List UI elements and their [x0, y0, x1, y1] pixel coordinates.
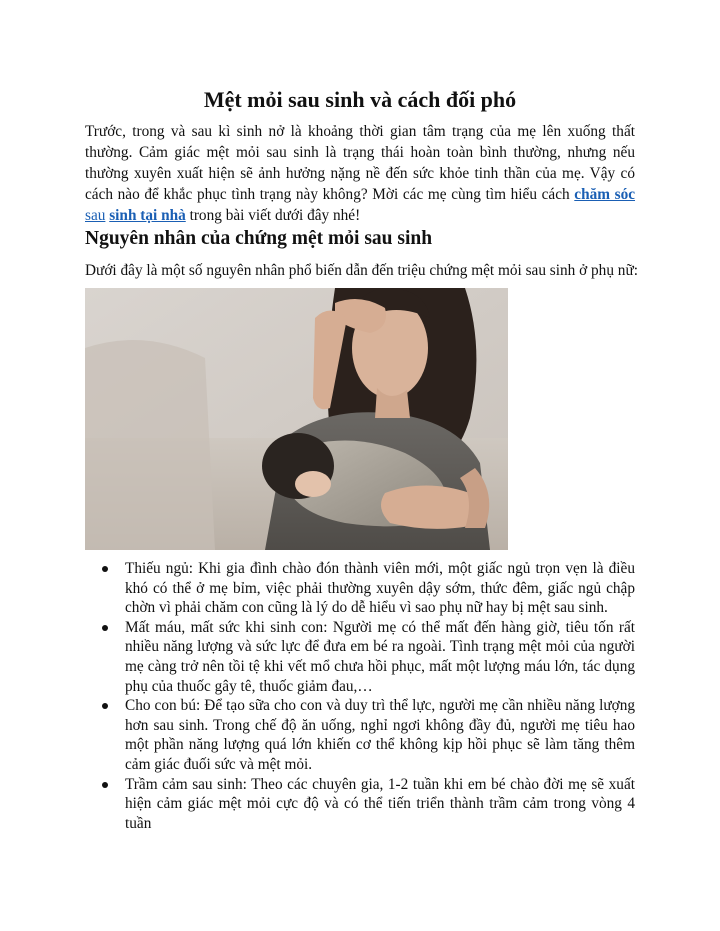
- list-item-text: Thiếu ngủ: Khi gia đình chào đón thành viên mới, một giấc ngủ trọn vẹn là điều khó có thể ở mẹ bỉm, việc phải thường xuyên dậy sớm, thức đêm, giấc ngủ chập chờn vì phải chăm con cũng là lý do dễ hiểu vì sao phụ nữ hay bị mệt sau sinh.: [125, 560, 635, 617]
- mother-baby-photo: [85, 288, 508, 550]
- page-title: Mệt mỏi sau sinh và cách đối phó: [203, 87, 517, 112]
- causes-list: [102, 559, 635, 833]
- list-item-text: Cho con bú: Để tạo sữa cho con và duy trì thể lực, người mẹ cần nhiều năng lượng hơn sau sinh. Trong chế độ ăn uống, nghỉ ngơi không đầy đủ, người mẹ tiêu hao một phần năng lượng quá lớn khiến cơ thể không kịp hồi phục sẽ làm tăng thêm cảm giác đuối sức và mệt mỏi.: [125, 697, 635, 773]
- section-heading: Nguyên nhân của chứng mệt mỏi sau sinh: [85, 228, 433, 249]
- list-item: [102, 775, 635, 834]
- list-item: [102, 618, 635, 696]
- list-item: [102, 696, 635, 774]
- list-item: [102, 559, 635, 618]
- bullet-icon: [102, 703, 108, 709]
- bullet-icon: [102, 782, 108, 788]
- intro-text-after: trong bài viết dưới đây nhé!: [185, 207, 361, 224]
- intro-text-before: Trước, trong và sau kì sinh nở là khoảng thời gian tâm trạng của mẹ lên xuống thất thường. Cảm giác mệt mỏi sau sinh là trạng thái hoàn toàn bình thường, nhưng nếu thường xuyên xuất hiện sẽ ảnh hưởng nặng nề đến sức khỏe tinh thần của mẹ. Vậy có cách nào để khắc phục tình trạng này không? Mời các mẹ cùng tìm hiểu cách: [85, 123, 635, 203]
- link-sau[interactable]: sau: [85, 207, 106, 224]
- section-lead: Dưới đây là một số nguyên nhân phổ biến dẫn đến triệu chứng mệt mỏi sau sinh ở phụ nữ:: [85, 262, 638, 279]
- list-item-text: Mất máu, mất sức khi sinh con: Người mẹ có thể mất đến hàng giờ, tiêu tốn rất nhiều năng lượng và sức lực để đưa em bé ra ngoài. Tình trạng mệt mỏi của người mẹ càng trở nên tồi tệ khi vết mổ chưa hồi phục, mất một lượng máu lớn, tác dụng phụ của thuốc gây tê, thuốc giảm đau,…: [125, 618, 635, 695]
- bullet-icon: [102, 566, 108, 572]
- list-item-text: Trầm cảm sau sinh: Theo các chuyên gia, 1-2 tuần khi em bé chào đời mẹ sẽ xuất hiện cảm giác mệt mỏi cực độ và có thể tiến triển thành trầm cảm trong vòng 4 tuần: [125, 775, 635, 832]
- link-sinh-tai-nha[interactable]: sinh tại nhà: [109, 207, 186, 224]
- bullet-icon: [102, 625, 108, 631]
- link-cham-soc[interactable]: chăm sóc: [574, 186, 636, 203]
- intro-paragraph: [85, 121, 635, 226]
